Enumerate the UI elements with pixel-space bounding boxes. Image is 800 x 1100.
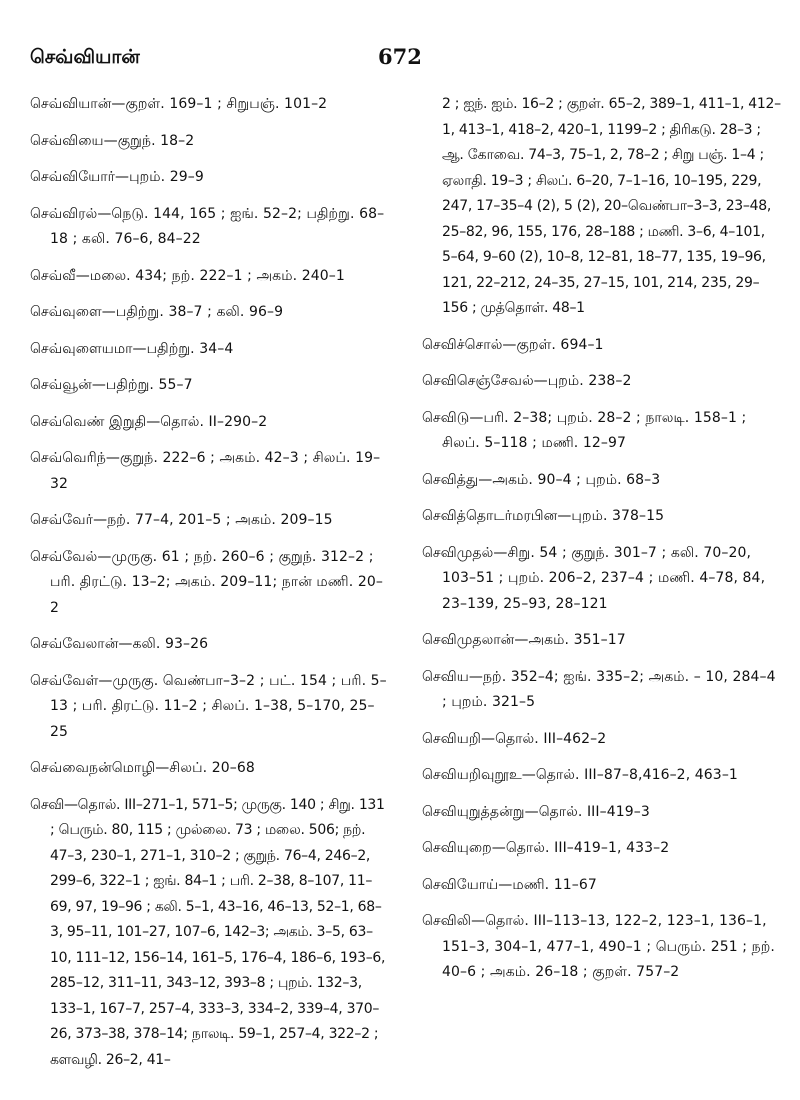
index-entry: செவ்வேள்—முருகு. வெண்பா–3–2 ; பட். 154 ; பரி. 5–13 ; பரி. திரட்டு. 11–2 ; சிலப். 1–38, 5–170, 25–25 (30, 672, 387, 740)
index-entry: செவியோய்—மணி. 11–67 (422, 876, 597, 893)
index-entry: செவி—தொல். III–271–1, 571–5; முருகு. 140 ; சிறு. 131 ; பெரும். 80, 115 ; முல்லை. 73 ; மலை. 506; நற். 47–3, 230–1, 271–1, 310–2 ; குறுந். 76–4, 246–2, 299–6, 322–1 ; ஐங். 84–1 ; பரி. 2–38, 8–107, 11–69, 97, 19–96 ; கலி. 5–1, 43–16, 46–13, 52–1, 68–3, 95–11, 101–27, 107–6, 142–3; அகம். 3–5, 63–10, 111–12, 156–14, 161–5, 176–4, 186–6, 193–6, 285–12, 311–11, 343–12, 393–8 ; புறம். 132–3, 133–1, 167–7, 257–4, 333–3, 334–2, 339–4, 370–26, 373–38, 378–14; நாலடி. 59–1, 257–4, 322–2 ; களவழி. 26–2, 41– (30, 796, 386, 1068)
index-entry: செவிலி—தொல். III–113–13, 122–2, 123–1, 136–1, 151–3, 304–1, 477–1, 490–1 ; பெரும். 251 ; நற். 40–6 ; அகம். 26–18 ; குறள். 757–2 (422, 913, 775, 980)
index-entry: செவ்வீ—மலை. 434; நற். 222–1 ; அகம். 240–1 (30, 267, 345, 284)
page-header (30, 46, 770, 76)
index-entry: செவ்வைநன்மொழி—சிலப். 20–68 (30, 760, 255, 776)
index-entry: செவிமுதலான்—அகம். 351–17 (422, 632, 626, 648)
right-column (422, 92, 782, 997)
index-entry: செவிசெஞ்சேவல்—புறம். 238–2 (422, 373, 632, 389)
index-entry: செவித்து—அகம். 90–4 ; புறம். 68–3 (422, 471, 661, 488)
index-entry: செவியுறுத்தன்று—தொல். III–419–3 (422, 803, 650, 820)
page-number: 672 (378, 44, 422, 69)
index-entry: செவிமுதல்—சிறு. 54 ; குறுந். 301–7 ; கலி. 70–20, 103–51 ; புறம். 206–2, 237–4 ; மணி. 4–78, 84, 23–139, 25–93, 28–121 (422, 544, 766, 612)
index-entry: செவ்வுளை—பதிற்று. 38–7 ; கலி. 96–9 (30, 304, 284, 320)
index-entry: செவ்வுளையமா—பதிற்று. 34–4 (30, 340, 234, 357)
index-entry: செவ்வியான்—குறள். 169–1 ; சிறுபஞ். 101–2 (30, 96, 328, 112)
index-entry: செவியறிவுறூஉ—தொல். III–87–8,416–2, 463–1 (422, 767, 738, 783)
index-entry: செவ்வேல்—முருகு. 61 ; நற். 260–6 ; குறுந். 312–2 ; பரி. திரட்டு. 13–2; அகம். 209–11; நான் மணி. 20–2 (30, 548, 383, 616)
index-entry: செவ்வியை—குறுந். 18–2 (30, 132, 195, 149)
index-entry: செவியறி—தொல். III–462–2 (422, 730, 607, 747)
index-entry: செவ்வெரிந்—குறுந். 222–6 ; அகம். 42–3 ; சிலப். 19–32 (30, 450, 381, 492)
index-entry: செவிச்சொல்—குறள். 694–1 (422, 336, 604, 353)
index-entry: செவ்வியோர்—புறம். 29–9 (30, 169, 204, 185)
left-column (30, 92, 390, 1084)
index-entry-continuation: 2 ; ஐந். ஐம். 16–2 ; குறள். 65–2, 389–1, 411–1, 412–1, 413–1, 418–2, 420–1, 1199–2 ; திரிகடு. 28–3 ; ஆ. கோவை. 74–3, 75–1, 2, 78–2 ; சிறு பஞ். 1–4 ; ஏலாதி. 19–3 ; சிலப். 6–20, 7–1–16, 10–195, 229, 247, 17–35–4 (2), 5 (2), 20–வெண்பா–3–3, 23–48, 25–82, 96, 155, 176, 28–188 ; மணி. 3–6, 4–101, 5–64, 9–60 (2), 10–8, 12–81, 18–77, 135, 19–96, 121, 22–212, 24–35, 27–15, 101, 214, 235, 29–156 ; முத்தொள். 48–1 (442, 96, 781, 316)
index-entry: செவ்வேர்—நற். 77–4, 201–5 ; அகம். 209–15 (30, 512, 333, 528)
running-head: செவ்வியான் (30, 46, 140, 68)
index-entry: செவிய—நற். 352–4; ஐங். 335–2; அகம். – 10, 284–4 ; புறம். 321–5 (422, 668, 776, 710)
index-entry: செவியுறை—தொல். III–419–1, 433–2 (422, 840, 670, 856)
index-entry: செவ்வெண் இறுதி—தொல். II–290–2 (30, 413, 268, 430)
index-entry: செவ்விரல்—நெடு. 144, 165 ; ஐங். 52–2; பதிற்று. 68–18 ; கலி. 76–6, 84–22 (30, 205, 385, 247)
index-entry: செவிடு—பரி. 2–38; புறம். 28–2 ; நாலடி. 158–1 ; சிலப். 5–118 ; மணி. 12–97 (422, 409, 747, 451)
index-entry: செவ்வூன்—பதிற்று. 55–7 (30, 377, 193, 393)
index-entry: செவித்தொடர்மரபின—புறம். 378–15 (422, 508, 665, 524)
index-entry: செவ்வேலான்—கலி. 93–26 (30, 636, 209, 652)
